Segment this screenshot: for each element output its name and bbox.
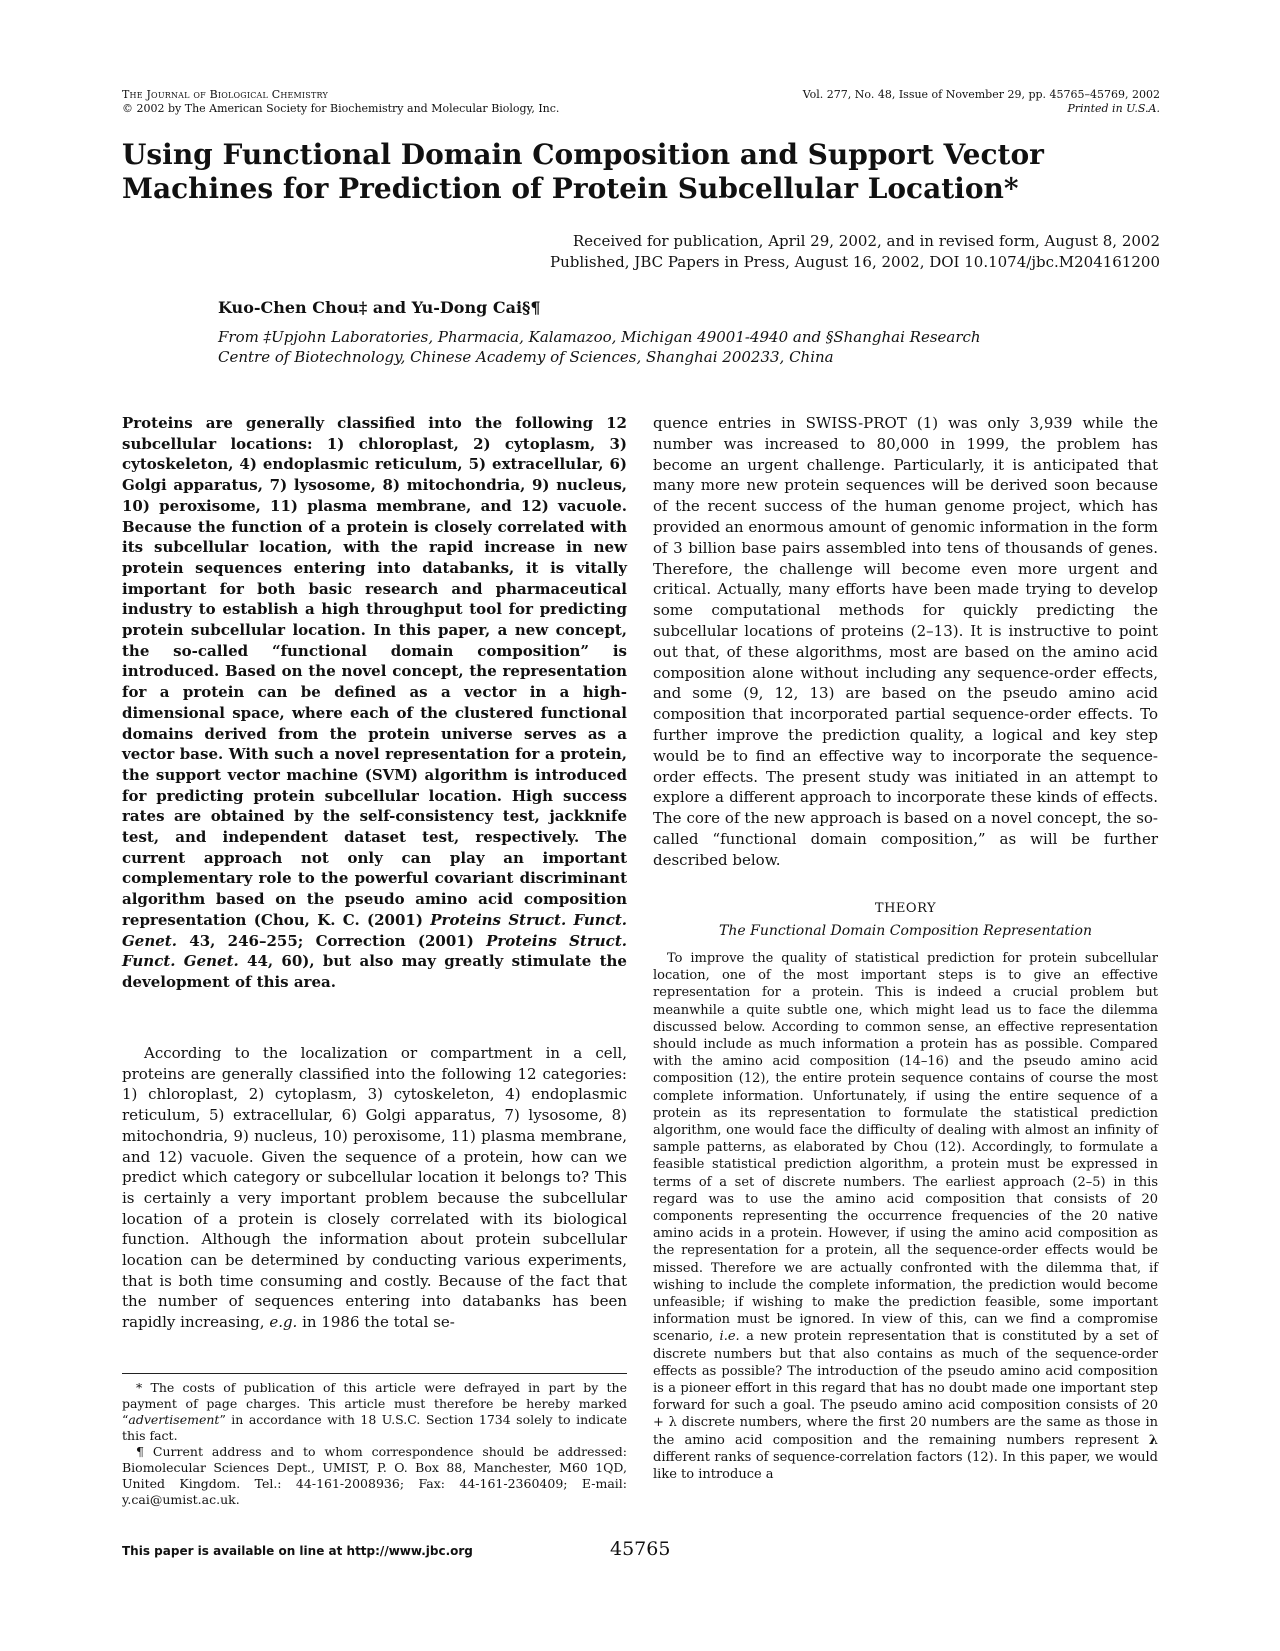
intro-eg: e.g. bbox=[269, 1313, 298, 1332]
intro-text-1: According to the localization or compartment in a cell, proteins are generally classified into the following 12 categories: 1) chloroplast, 2) cytoplasm, 3) cytoskeleton, 4) endoplasmic reticulum, 5) extracellular, 6) Golgi apparatus, 7) lysosome, 8) mitochondria, 9) nucleus, 10) peroxisome, 11) plasma membrane, and 12) vacuole. Given the sequence of a protein, how can we predict which category or subcellular location it belongs to? This is certainly a very important problem because the subcellular location of a protein is closely correlated with its biological function. Although the information about protein subcellular location can be determined by conducting various experiments, that is both time consuming and costly. Because of the fact that the number of sequences entering into databanks has been rapidly increasing, bbox=[122, 1044, 627, 1332]
footnote-1-text-b: ” in accordance with 18 U.S.C. Section 1734 solely to indicate this fact. bbox=[122, 1412, 627, 1443]
affiliation bbox=[218, 327, 981, 367]
theory-text-3: different ranks of sequence-correlation factors (12). In this paper, we would like to introduce a bbox=[653, 1449, 1158, 1483]
abstract-journal-ref-2: Proteins Struct. Funct. Genet. bbox=[122, 931, 627, 971]
right-column-continuation: quence entries in SWISS-PROT (1) was only 3,939 while the number was increased to 80,000 in 1999, the problem has become an urgent challenge. Particularly, it is anticipated that many more new protein sequences will be derived soon because of the recent success of the human genome project, which has provided an enormous amount of genomic information in the form of 3 billion base pairs assembled into tens of thousands of genes. Therefore, the challenge will become even more urgent and critical. Actually, many efforts have been made trying to develop some computational methods for quickly predicting the subcellular locations of proteins (2–13). It is instructive to point out that, of these algorithms, most are based on the amino acid composition alone without including any sequence-order effects, and some (9, 12, 13) are based on the pseudo amino acid composition that incorporated partial sequence-order effects. To further improve the prediction quality, a logical and key step would be to find an effective way to incorporate the sequence-order effects. The present study was initiated in an attempt to explore a different approach to incorporate these kinds of effects. The core of the new approach is based on a novel concept, the so-called “functional domain composition,” as will be further described below. bbox=[653, 414, 1158, 869]
intro-text-2: in 1986 the total se- bbox=[302, 1313, 455, 1332]
theory-text-1: To improve the quality of statistical prediction for protein subcellular location, one of the most important steps is to give an effective representation for a protein. This is indeed a crucial problem but meanwhile a quite subtle one, which might lead us to face the dilemma discussed below. According to common sense, an effective representation should include as much information a protein has as possible. Compared with the amino acid composition (14–16) and the pseudo amino acid composition (12), the entire protein sequence contains of course the most complete information. Unfortunately, if using the entire sequence of a protein as its representation to formulate the statistical prediction algorithm, one would face the difficulty of dealing with almost an infinity of sample patterns, as elaborated by Chou (12). Accordingly, to formulate a feasible statistical prediction algorithm, a protein must be expressed in terms of a set of discrete numbers. The earliest approach (2–5) in this regard was to use the amino acid composition that consists of 20 components representing the occurrence frequencies of the 20 native amino acids in a protein. However, if using the amino acid composition as the representation for a protein, all the sequence-order effects would be missed. Therefore we are actually confronted with the dilemma that, if wishing to include the complete information, the prediction would become unfeasible; if wishing to make the prediction feasible, some important information must be ignored. In view of this, can we find a compromise scenario, bbox=[653, 951, 1158, 1345]
footnotes bbox=[122, 1380, 627, 1508]
journal-header-right bbox=[803, 88, 1160, 116]
abstract-journal-ref-1: Proteins Struct. Funct. Genet. bbox=[122, 910, 627, 950]
theory-ie: i.e. bbox=[719, 1329, 740, 1345]
volume-info: Vol. 277, No. 48, Issue of November 29, pp. 45765–45769, 2002 bbox=[802, 88, 1160, 101]
abstract bbox=[122, 413, 627, 993]
publication-history bbox=[550, 231, 1160, 273]
theory-paragraph bbox=[653, 950, 1158, 1483]
title-line-1: Using Functional Domain Composition and Support Vector bbox=[122, 138, 1044, 171]
abstract-text-3: 44, 60), but also may greatly stimulate the development of this area. bbox=[122, 952, 627, 991]
abstract-text-1: Proteins are generally classified into the following 12 subcellular locations: 1) chloroplast, 2) cytoplasm, 3) cytoskeleton, 4) endoplasmic reticulum, 5) extracellular, 6) Golgi apparatus, 7) lysosome, 8) mitochondria, 9) nucleus, 10) peroxisome, 11) plasma membrane, and 12) vacuole. Because the function of a protein is closely correlated with its subcellular location, with the rapid increase in new protein sequences entering into databanks, it is vitally important for both basic research and pharmaceutical industry to establish a high throughput tool for predicting protein subcellular location. In this paper, a new concept, the so-called “functional domain composition” is introduced. Based on the novel concept, the representation for a protein can be defined as a vector in a high-dimensional space, where each of the clustered functional domains derived from the protein universe serves as a vector base. With such a novel representation for a protein, the support vector machine (SVM) algorithm is introduced for predicting protein subcellular location. High success rates are obtained by the self-consistency test, jackknife test, and independent dataset test, respectively. The current approach not only can play an important complementary role to the powerful covariant discriminant algorithm based on the pseudo amino acid composition representation (Chou, K. C. (2001) bbox=[122, 414, 627, 929]
footnote-1-advertisement: advertisement bbox=[128, 1412, 220, 1427]
received-line-1: Received for publication, April 29, 2002, and in revised form, August 8, 2002 bbox=[572, 232, 1160, 250]
journal-name: The Journal of Biological Chemistry bbox=[122, 88, 328, 101]
section-subheading: The Functional Domain Composition Representation bbox=[719, 923, 1092, 939]
copyright-line: © 2002 by The American Society for Biochemistry and Molecular Biology, Inc. bbox=[122, 102, 560, 115]
footnote-2: ¶ Current address and to whom correspondence should be addressed: Biomolecular Sciences Dept., UMIST, P. O. Box 88, Manchester, M60 1QD, United Kingdom. Tel.: 44-161-2008936; Fax: 44-161-2360409; E-mail: y.cai@umist.ac.uk. bbox=[122, 1444, 627, 1507]
printed-location: Printed in U.S.A. bbox=[1067, 102, 1160, 115]
abstract-text-2: 43, 246–255; Correction (2001) bbox=[189, 931, 474, 950]
affiliation-line-1: From ‡Upjohn Laboratories, Pharmacia, Kalamazoo, Michigan 49001-4940 and §Shanghai Research bbox=[218, 328, 981, 346]
section-heading-theory: THEORY bbox=[874, 901, 937, 916]
title-line-2: Machines for Prediction of Protein Subcellular Location* bbox=[122, 172, 1019, 205]
theory-lambda: λ bbox=[1148, 1432, 1158, 1448]
footnote-1-text-a: * The costs of publication of this article were defrayed in part by the payment of page charges. This article must therefore be hereby marked “ bbox=[122, 1380, 627, 1427]
introduction-paragraph bbox=[122, 1043, 627, 1333]
received-line-2: Published, JBC Papers in Press, August 16, 2002, DOI 10.1074/jbc.M204161200 bbox=[549, 253, 1160, 271]
authors: Kuo-Chen Chou‡ and Yu-Dong Cai§¶ bbox=[218, 298, 541, 317]
footnote-divider bbox=[122, 1373, 627, 1374]
footer-availability: This paper is available on line at http://www.jbc.org bbox=[122, 1544, 473, 1558]
journal-header-left bbox=[122, 88, 559, 116]
paper-title bbox=[122, 138, 1162, 206]
footnote-1 bbox=[122, 1380, 627, 1444]
affiliation-line-2: Centre of Biotechnology, Chinese Academy of Sciences, Shanghai 200233, China bbox=[218, 348, 834, 366]
theory-text-2: a new protein representation that is constituted by a set of discrete numbers but that also contains as much of the sequence-order effects as possible? The introduction of the pseudo amino acid composition is a pioneer effort in this regard that has no doubt made one important step forward for such a goal. The pseudo amino acid composition consists of 20 + λ discrete numbers, where the first 20 numbers are the same as those in the amino acid composition and the remaining numbers represent bbox=[653, 1329, 1158, 1448]
page-number: 45765 bbox=[610, 1538, 671, 1560]
